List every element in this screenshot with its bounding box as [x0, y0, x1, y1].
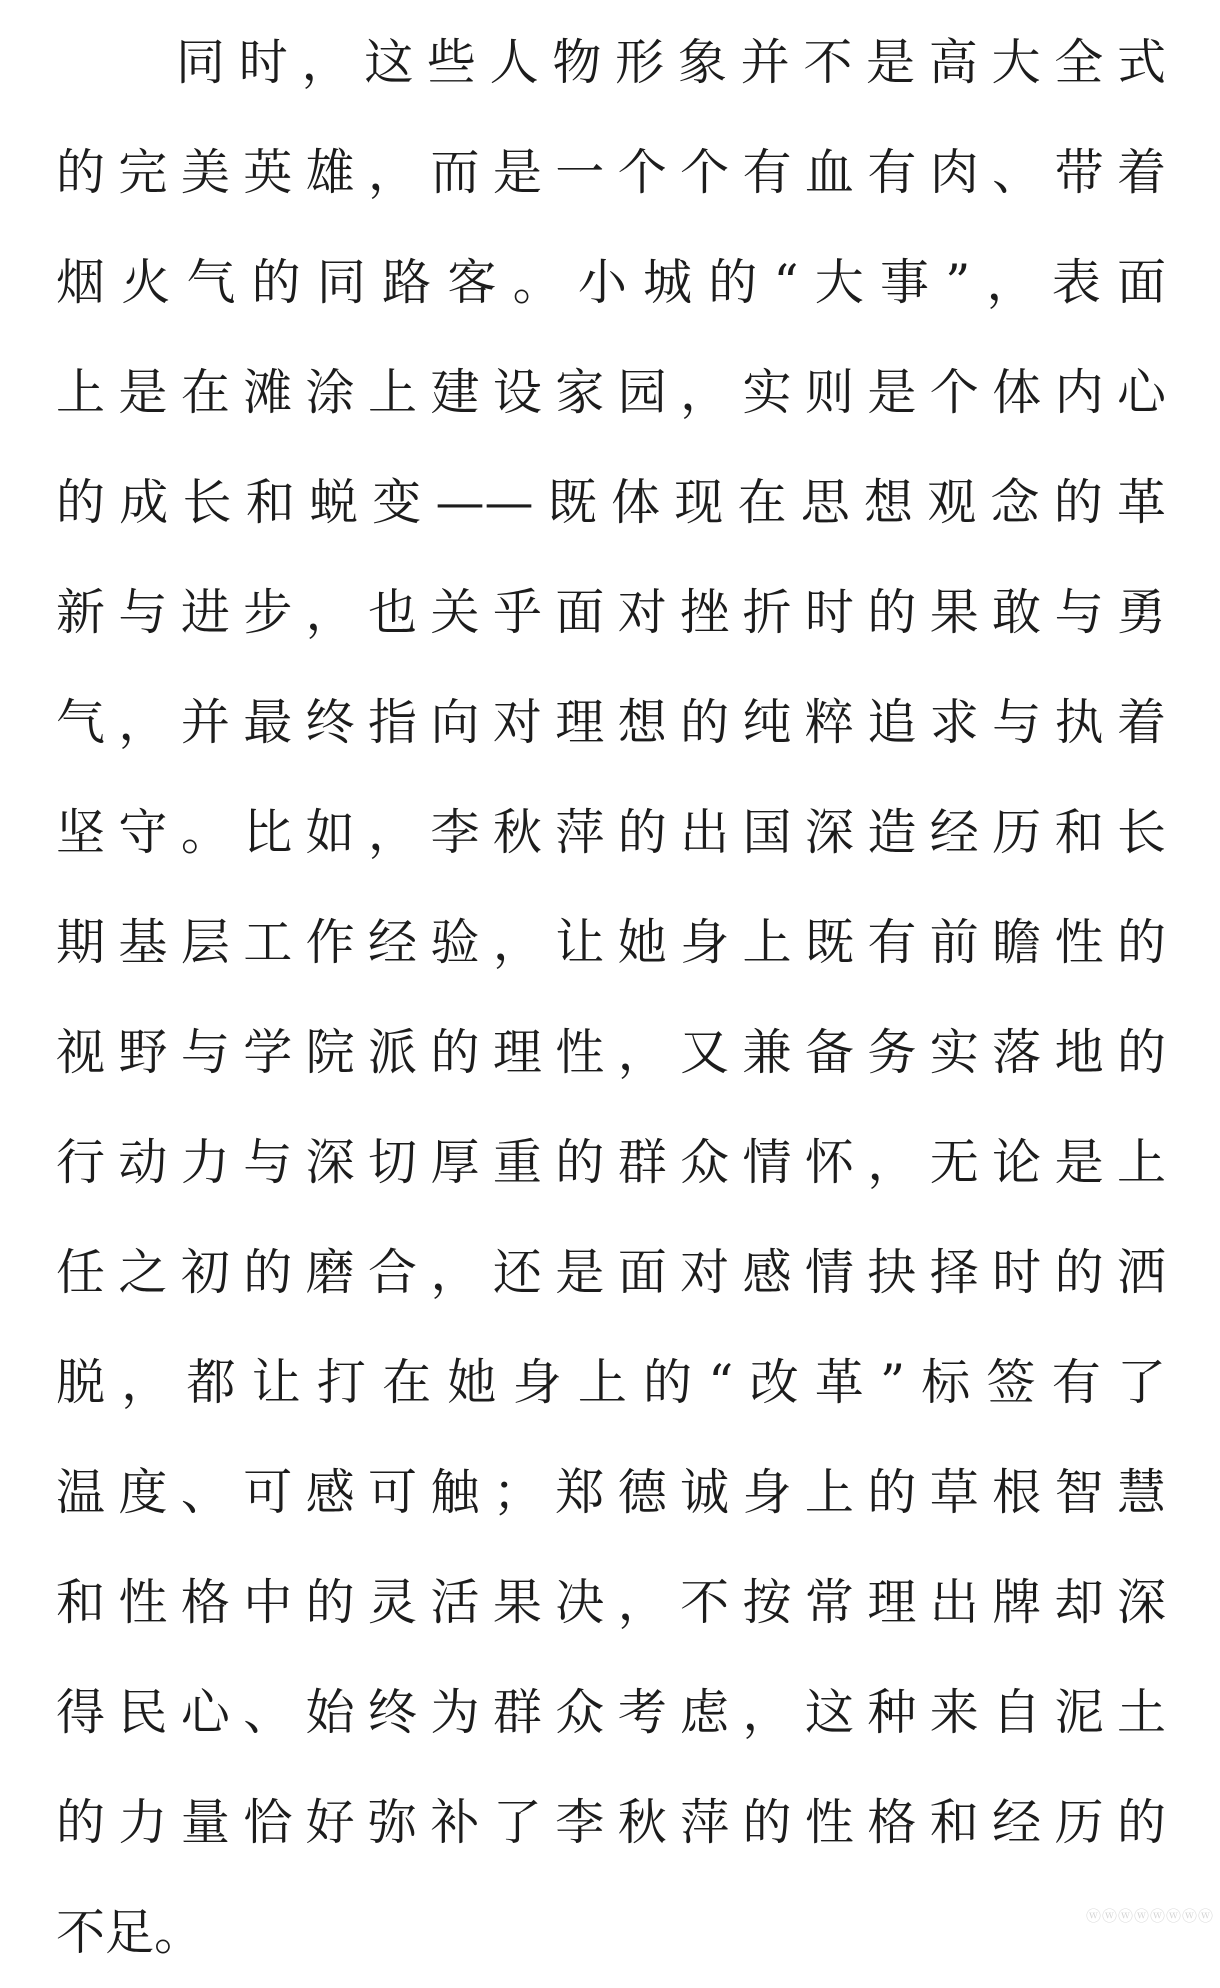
text-line-7: 气，并最终指向对理想的纯粹追求与执着 [56, 694, 1166, 751]
text-line-11: 行动力与深切厚重的群众情怀，无论是上 [56, 1134, 1166, 1191]
text-line-14: 温度、可感可触；郑德诚身上的草根智慧 [56, 1464, 1166, 1521]
text-line-16: 得民心、始终为群众考虑，这种来自泥土 [56, 1684, 1166, 1741]
text-line-5: 的成长和蜕变——既体现在思想观念的革 [56, 474, 1166, 531]
text-line-18: 不足。 [56, 1904, 204, 1961]
text-line-13: 脱，都让打在她身上的“改革”标签有了 [56, 1354, 1166, 1411]
text-line-9: 期基层工作经验，让她身上既有前瞻性的 [56, 914, 1166, 971]
text-line-2: 的完美英雄，而是一个个有血有肉、带着 [56, 144, 1166, 201]
text-line-3: 烟火气的同路客。小城的“大事”，表面 [56, 254, 1166, 311]
text-line-12: 任之初的磨合，还是面对感情抉择时的洒 [56, 1244, 1166, 1301]
paragraph [56, 8, 1166, 1988]
text-line-10: 视野与学院派的理性，又兼备务实落地的 [56, 1024, 1166, 1081]
text-line-8: 坚守。比如，李秋萍的出国深造经历和长 [56, 804, 1166, 861]
text-line-17: 的力量恰好弥补了李秋萍的性格和经历的 [56, 1794, 1166, 1851]
text-line-1: 同时，这些人物形象并不是高大全式 [176, 34, 1166, 91]
text-line-15: 和性格中的灵活果决，不按常理出牌却深 [56, 1574, 1166, 1631]
text-line-4: 上是在滩涂上建设家园，实则是个体内心 [56, 364, 1166, 421]
text-line-6: 新与进步，也关乎面对挫折时的果敢与勇 [56, 584, 1166, 641]
watermark: ⓦⓦⓦⓦⓦⓦⓦⓦ [1085, 1907, 1214, 1925]
